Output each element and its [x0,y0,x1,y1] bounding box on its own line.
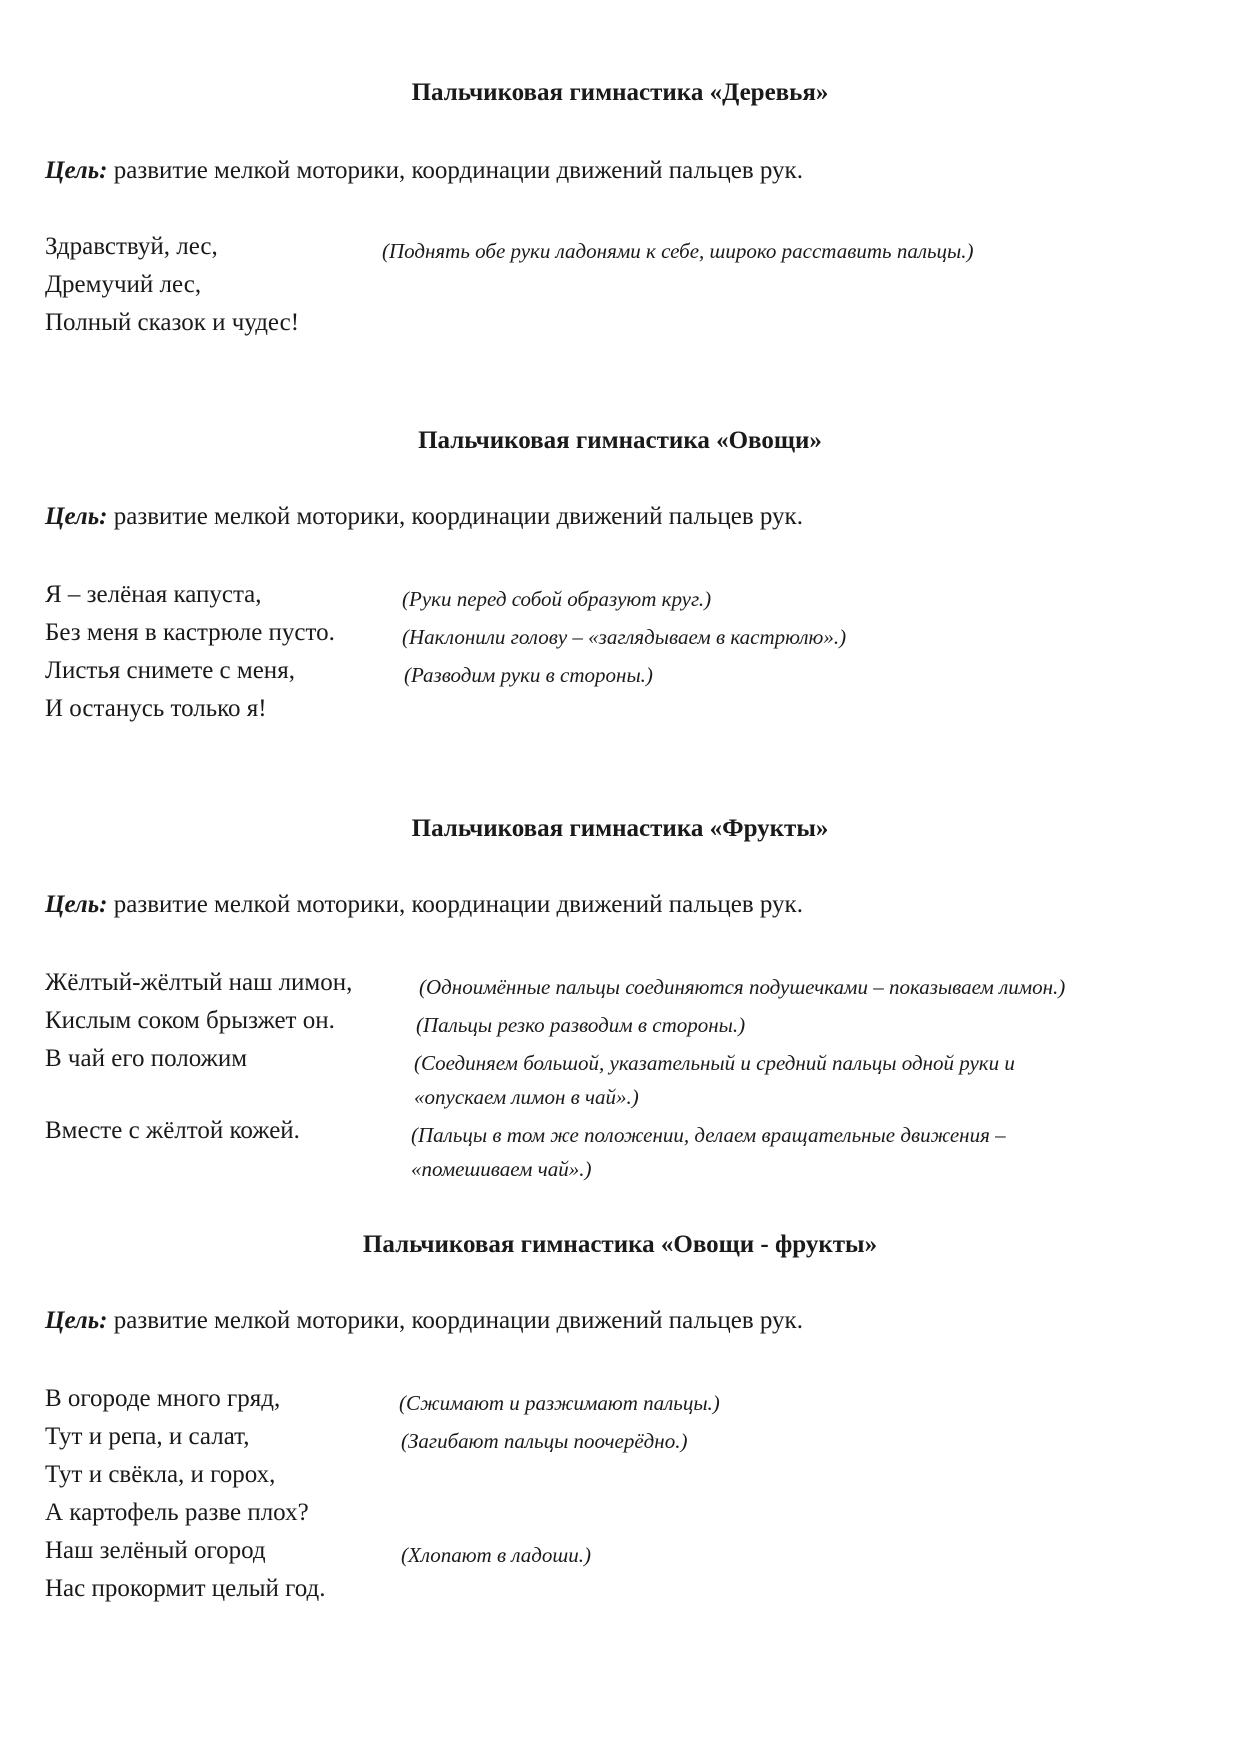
verse-line [45,694,1205,732]
movement-note: (Пальцы в том же положении, делаем вращательные движения – «помешиваем чай».) [411,1123,1006,1181]
verse-text: Листья снимете с меня, [45,657,295,684]
verse-text: Кислым соком брызжет он. [45,1007,335,1034]
verse-text: Полный сказок и чудес! [45,309,300,336]
verse-text: В чай его положим [45,1045,248,1072]
movement-note: (Руки перед собой образуют круг.) [402,587,712,611]
verse-line [45,232,1205,270]
verse-text: Без меня в кастрюле пусто. [45,619,335,646]
verse-line [45,270,1205,308]
verse-line [45,1536,1205,1574]
section-title: Пальчиковая гимнастика «Фрукты» [411,815,829,842]
verse-line [45,656,1205,694]
movement-note: (Поднять обе руки ладонями к себе, широко расставить пальцы.) [382,239,974,263]
goal-line [45,890,803,920]
verse-text: Тут и свёкла, и горох, [45,1461,276,1488]
goal-text: развитие мелкой моторики, координации движений пальцев рук. [113,503,803,530]
verse-text: В огороде много гряд, [45,1385,281,1412]
verse-text: Нас прокормит целый год. [45,1575,326,1602]
verse-line [45,1460,1205,1498]
verse-text: Вместе с жёлтой кожей. [45,1117,300,1144]
verse-line [45,1044,1205,1116]
goal-line [45,156,803,186]
goal-line [45,1306,803,1336]
goal-text: развитие мелкой моторики, координации движений пальцев рук. [113,1307,803,1334]
verse-list [45,968,1205,1188]
movement-note: (Пальцы резко разводим в стороны.) [416,1013,746,1037]
verse-text: Жёлтый-жёлтый наш лимон, [45,969,353,996]
verse-text: А картофель разве плох? [45,1499,309,1526]
goal-text: развитие мелкой моторики, координации движений пальцев рук. [113,157,803,184]
movement-note: (Наклонили голову – «заглядываем в кастрюлю».) [402,625,847,649]
goal-label: Цель: [45,1307,108,1334]
verse-text: Тут и репа, и салат, [45,1423,250,1450]
verse-line [45,1574,1205,1612]
goal-line [45,502,803,532]
verse-line [45,580,1205,618]
verse-line [45,968,1205,1006]
verse-list [45,580,1205,732]
verse-line [45,308,1205,346]
verse-line [45,1422,1205,1460]
section-title: Пальчиковая гимнастика «Овощи - фрукты» [362,1231,878,1258]
verse-text: Здравствуй, лес, [45,233,218,260]
section-title: Пальчиковая гимнастика «Деревья» [411,79,829,106]
section-title: Пальчиковая гимнастика «Овощи» [418,427,822,454]
goal-text: развитие мелкой моторики, координации движений пальцев рук. [113,891,803,918]
verse-list [45,232,1205,346]
verse-line [45,1498,1205,1536]
verse-text: И останусь только я! [45,695,267,722]
verse-line [45,1116,1205,1188]
goal-label: Цель: [45,503,108,530]
goal-label: Цель: [45,157,108,184]
verse-text: Наш зелёный огород [45,1537,266,1564]
goal-label: Цель: [45,891,108,918]
verse-line [45,1006,1205,1044]
movement-note: (Разводим руки в стороны.) [404,663,653,687]
movement-note: (Сжимают и разжимают пальцы.) [399,1391,720,1415]
movement-note: (Хлопают в ладоши.) [401,1543,591,1567]
verse-text: Я – зелёная капуста, [45,581,262,608]
verse-list [45,1384,1205,1612]
verse-line [45,1384,1205,1422]
movement-note: (Одноимённые пальцы соединяются подушечками – показываем лимон.) [419,975,1066,999]
verse-text: Дремучий лес, [45,271,202,298]
verse-line [45,618,1205,656]
movement-note: (Загибают пальцы поочерёдно.) [401,1429,688,1453]
movement-note: (Соединяем большой, указательный и средний пальцы одной руки и «опускаем лимон в чай».) [414,1051,1015,1109]
